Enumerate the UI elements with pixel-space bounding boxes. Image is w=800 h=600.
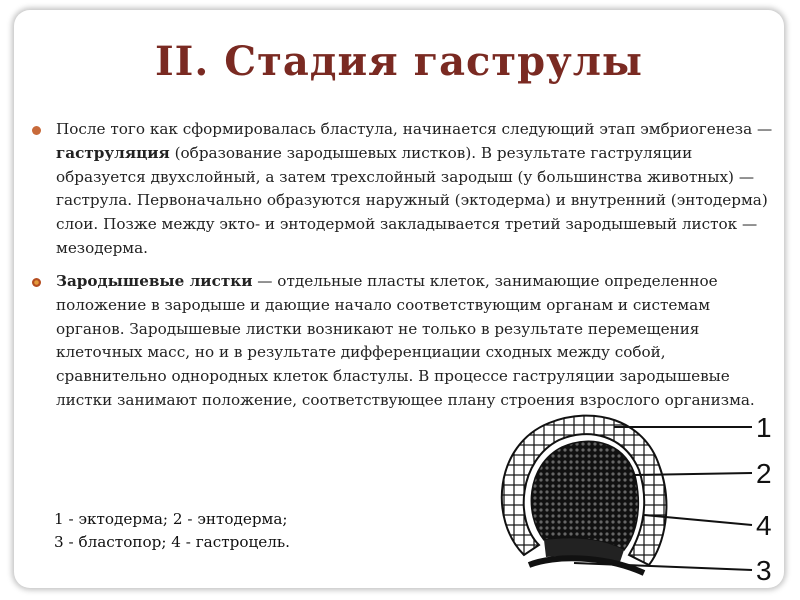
p2-bold-term: Зародышевые листки: [56, 272, 253, 290]
slide-title: II. Стадия гаструлы: [154, 38, 644, 85]
p1-text-before: После того как сформировалась бластула, начинается следующий этап эмбриогенеза —: [56, 120, 773, 138]
p2-text-after: — отдельные пласты клеток, занимающие определенное положение в зародыше и дающие начало соответствующим органам и системам органов. Зародышевые листки возникают не только в результате перемещения клеточных масс, но и в результате дифференциации сходных между собой, сравнительно однородных клеток бластулы. В процессе гаструляции зародышевые листки занимают положение, соответствующее плану строения взрослого организма.: [56, 272, 755, 409]
diagram-label-3: 3: [756, 555, 772, 586]
legend: [54, 508, 290, 554]
blastocoel: [531, 441, 638, 550]
bullet-icon: [32, 278, 41, 287]
p1-bold-term: гаструляция: [56, 143, 170, 162]
paragraph-gastrulation: [56, 118, 776, 261]
legend-line-1: 1 - эктодерма; 2 - энтодерма;: [54, 510, 288, 528]
leader-line-3: [574, 563, 752, 570]
p1-text-after: (образование зародышевых листков). В результате гаструляции образуется двухслойный, а затем трехслойный зародыш (у большинства животных) — гаструла. Первоначально образуются наружный (эктодерма) и внутренний (энтодерма) слои. Позже между экто- и энтодермой закладывается третий зародышевый листок — мезодерма.: [56, 143, 768, 257]
bullet-icon: [32, 126, 41, 135]
gastrula-diagram: [484, 405, 784, 595]
legend-line-2: 3 - бластопор; 4 - гастроцель.: [54, 533, 291, 551]
paragraph-germ-layers: [56, 270, 781, 413]
slide: [14, 10, 784, 588]
diagram-label-1: 1: [756, 412, 772, 443]
diagram-label-2: 2: [756, 458, 772, 489]
diagram-label-4: 4: [756, 510, 772, 541]
